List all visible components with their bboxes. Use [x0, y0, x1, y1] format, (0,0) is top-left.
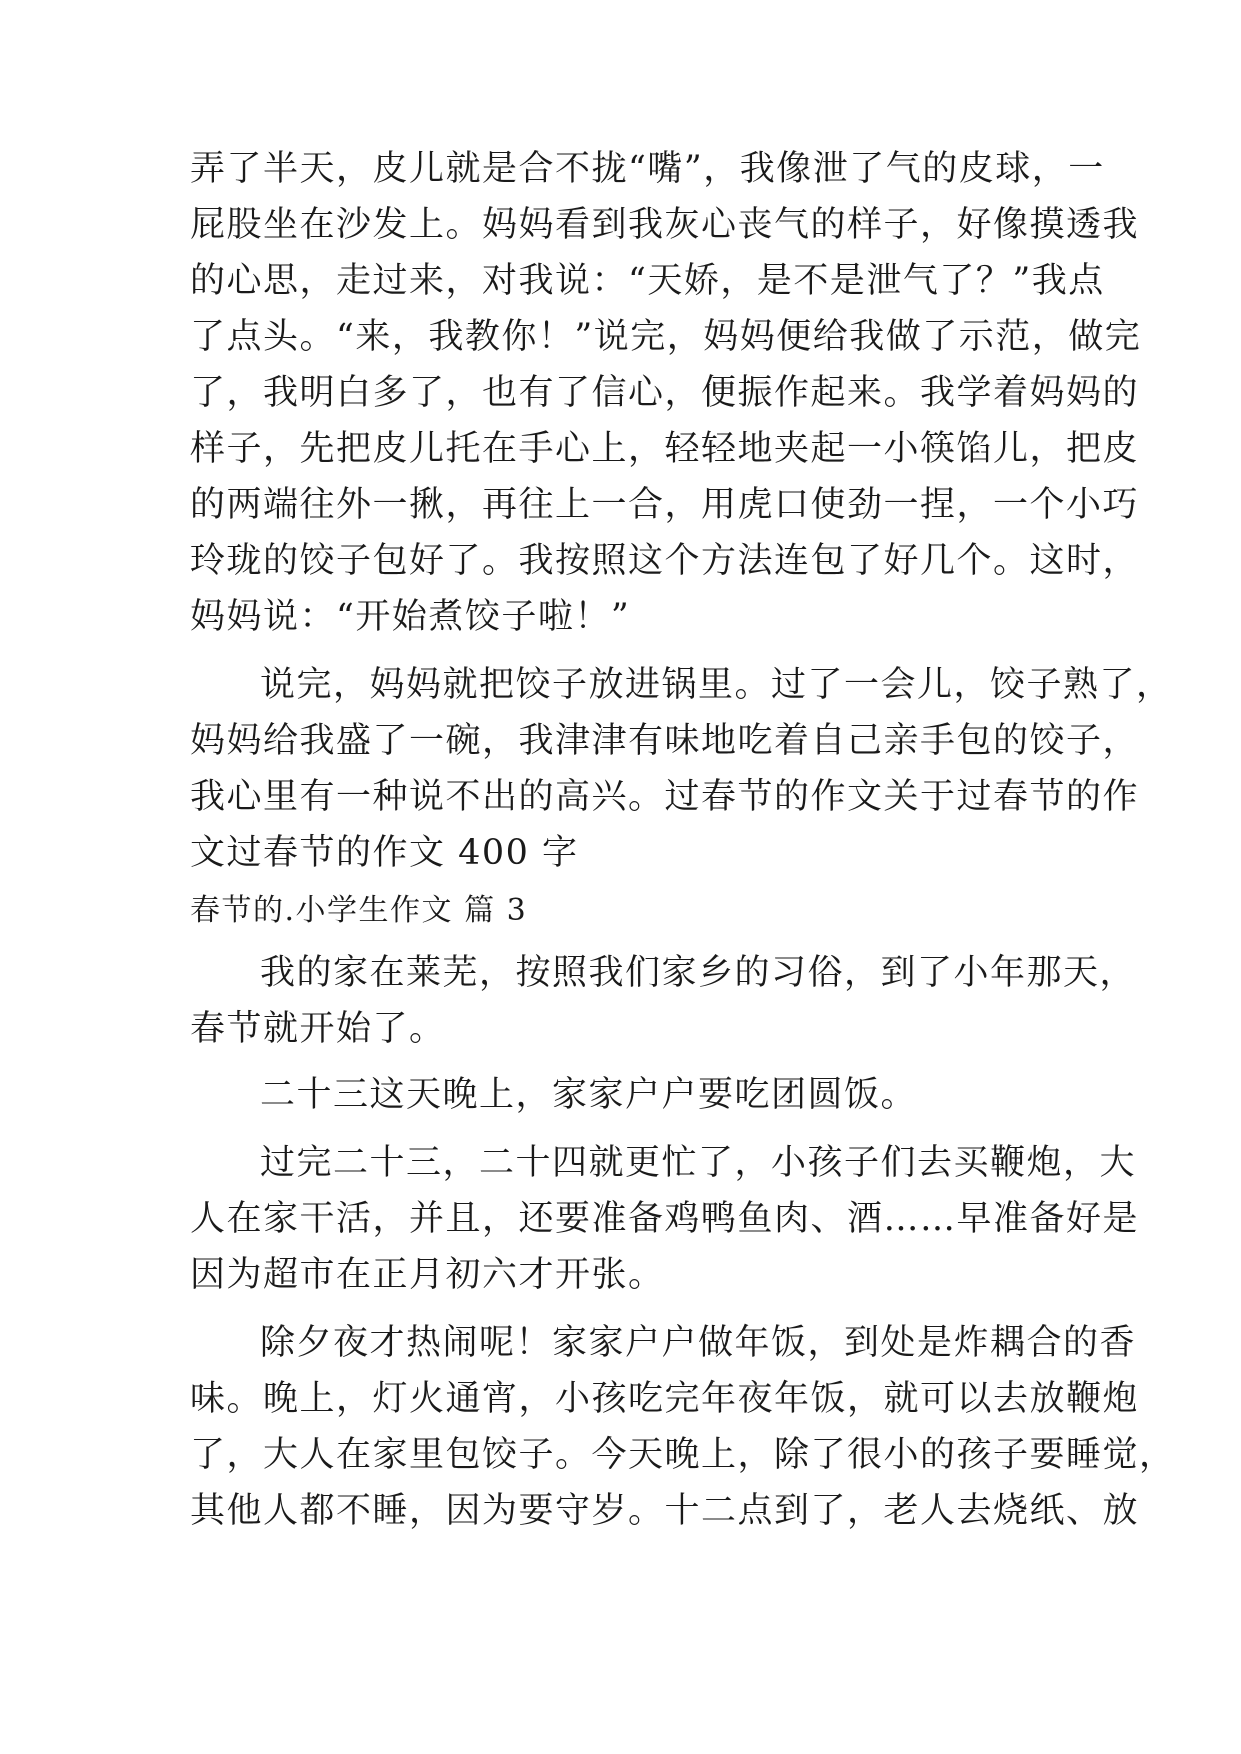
- text-line: 我的家在莱芜，按照我们家乡的习俗，到了小年那天，: [260, 953, 1137, 993]
- text-line: 的心思，走过来，对我说：“天娇，是不是泄气了？”我点: [190, 261, 1105, 301]
- text-line: 味。晚上，灯火通宵，小孩吃完年夜年饭，就可以去放鞭炮: [190, 1379, 1140, 1419]
- text-line: 的两端往外一揪，再往上一合，用虎口使劲一捏，一个小巧: [190, 485, 1140, 525]
- text-line: 了，我明白多了，也有了信心，便振作起来。我学着妈妈的: [190, 373, 1140, 413]
- text-line: 弄了半天，皮儿就是合不拢“嘴”，我像泄了气的皮球，一: [190, 149, 1105, 189]
- text-line: 说完，妈妈就把饺子放进锅里。过了一会儿，饺子熟了，: [260, 665, 1173, 705]
- text-line: 过完二十三，二十四就更忙了，小孩子们去买鞭炮，大: [260, 1143, 1137, 1183]
- text-line: 屁股坐在沙发上。妈妈看到我灰心丧气的样子，好像摸透我: [190, 205, 1140, 245]
- text-line: 二十三这天晚上，家家户户要吃团圆饭。: [260, 1075, 918, 1115]
- text-line: 除夕夜才热闹呢！家家户户做年饭，到处是炸耦合的香: [260, 1323, 1137, 1363]
- text-line: 因为超市在正月初六才开张。: [190, 1255, 665, 1295]
- text-line: 妈妈给我盛了一碗，我津津有味地吃着自己亲手包的饺子，: [190, 721, 1140, 761]
- text-line: 文过春节的作文 400 字: [190, 833, 579, 873]
- text-line: 我心里有一种说不出的高兴。过春节的作文关于过春节的作: [190, 777, 1140, 817]
- text-line: 了点头。“来，我教你！”说完，妈妈便给我做了示范，做完: [190, 317, 1142, 357]
- text-line: 春节就开始了。: [190, 1009, 446, 1049]
- text-line: 样子，先把皮儿托在手心上，轻轻地夹起一小筷馅儿，把皮: [190, 429, 1140, 469]
- text-line: 了，大人在家里包饺子。今天晚上，除了很小的孩子要睡觉，: [190, 1435, 1176, 1475]
- section-heading: 春节的.小学生作文 篇 3: [190, 893, 528, 928]
- text-line: 人在家干活，并且，还要准备鸡鸭鱼肉、酒……早准备好是: [190, 1199, 1140, 1239]
- text-line: 玲珑的饺子包好了。我按照这个方法连包了好几个。这时，: [190, 541, 1140, 581]
- text-line: 妈妈说：“开始煮饺子啦！”: [190, 597, 631, 637]
- text-line: 其他人都不睡，因为要守岁。十二点到了，老人去烧纸、放: [190, 1491, 1140, 1531]
